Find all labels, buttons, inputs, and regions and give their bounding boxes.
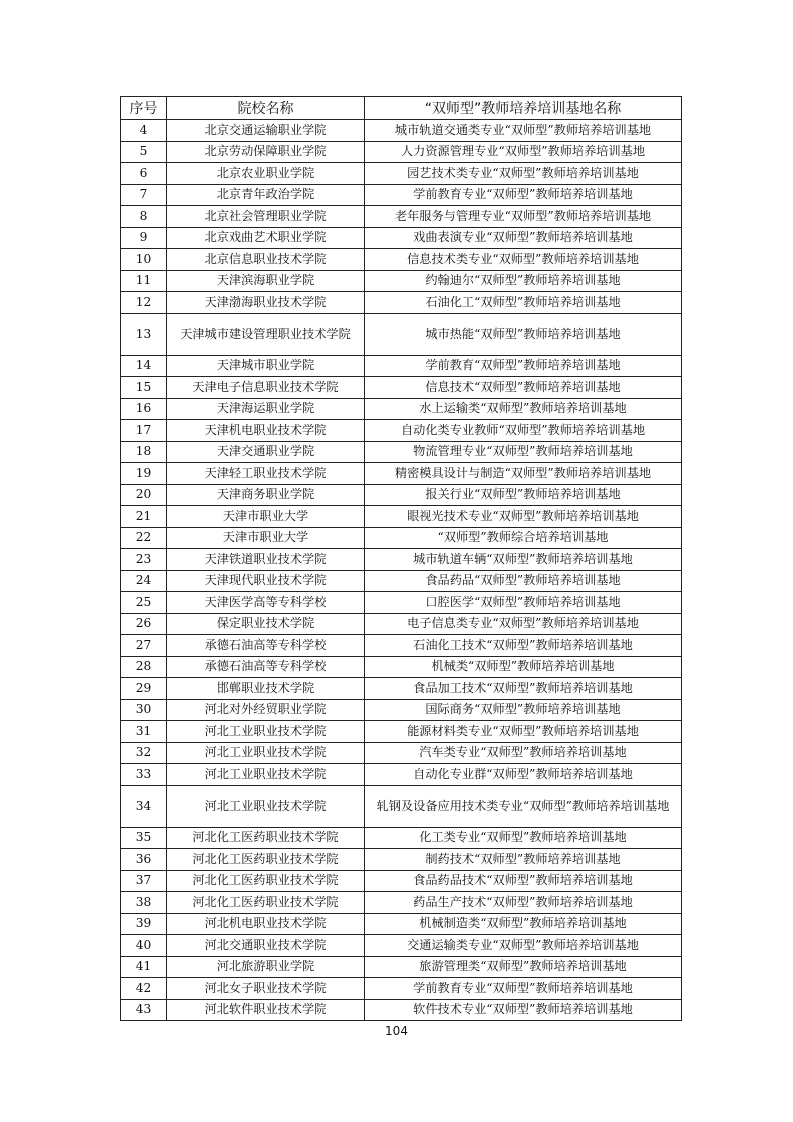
table-row [121, 506, 682, 528]
row-index-cell: 8 [121, 206, 167, 228]
table-row [121, 827, 682, 849]
row-index-cell: 25 [121, 592, 167, 614]
school-name-cell: 河北化工医药职业技术学院 [167, 870, 365, 892]
base-name-cell: 国际商务“双师型”教师培养培训基地 [365, 699, 682, 721]
school-name-cell: 河北工业职业技术学院 [167, 764, 365, 786]
row-index-cell: 4 [121, 120, 167, 142]
school-name-cell: 天津轻工职业技术学院 [167, 463, 365, 485]
row-index-cell: 17 [121, 420, 167, 442]
table-row [121, 270, 682, 292]
row-index-cell: 20 [121, 484, 167, 506]
table-row [121, 764, 682, 786]
base-name-cell: 信息技术类专业“双师型”教师培养培训基地 [365, 249, 682, 271]
row-index-cell: 43 [121, 999, 167, 1021]
row-index-cell: 12 [121, 292, 167, 314]
row-index-cell: 16 [121, 398, 167, 420]
school-name-cell: 北京信息职业技术学院 [167, 249, 365, 271]
base-name-cell: 交通运输类专业“双师型”教师培养培训基地 [365, 935, 682, 957]
table-row [121, 635, 682, 657]
table-row [121, 892, 682, 914]
school-name-cell: 天津市职业大学 [167, 506, 365, 528]
table-row [121, 163, 682, 185]
school-name-cell: 河北交通职业技术学院 [167, 935, 365, 957]
school-name-cell: 河北化工医药职业技术学院 [167, 827, 365, 849]
school-name-cell: 北京交通运输职业学院 [167, 120, 365, 142]
school-name-cell: 天津滨海职业学院 [167, 270, 365, 292]
row-index-cell: 34 [121, 785, 167, 827]
row-index-cell: 38 [121, 892, 167, 914]
school-name-cell: 河北化工医药职业技术学院 [167, 892, 365, 914]
base-name-cell: 信息技术“双师型”教师培养培训基地 [365, 377, 682, 399]
table-row [121, 999, 682, 1021]
school-name-cell: 北京青年政治学院 [167, 184, 365, 206]
table-row [121, 441, 682, 463]
table-body [121, 120, 682, 1021]
base-name-cell: 人力资源管理专业“双师型”教师培养培训基地 [365, 141, 682, 163]
base-name-cell: 精密模具设计与制造“双师型”教师培养培训基地 [365, 463, 682, 485]
table-row [121, 463, 682, 485]
table-row [121, 613, 682, 635]
base-name-cell: 能源材料类专业“双师型”教师培养培训基地 [365, 721, 682, 743]
table-row [121, 377, 682, 399]
header-index: 序号 [121, 97, 167, 120]
base-name-cell: 石油化工技术“双师型”教师培养培训基地 [365, 635, 682, 657]
row-index-cell: 21 [121, 506, 167, 528]
base-name-cell: 机械制造类“双师型”教师培养培训基地 [365, 913, 682, 935]
base-name-cell: 学前教育“双师型”教师培养培训基地 [365, 355, 682, 377]
school-name-cell: 北京社会管理职业学院 [167, 206, 365, 228]
row-index-cell: 10 [121, 249, 167, 271]
row-index-cell: 18 [121, 441, 167, 463]
school-name-cell: 河北工业职业技术学院 [167, 721, 365, 743]
school-name-cell: 天津医学高等专科学校 [167, 592, 365, 614]
row-index-cell: 29 [121, 678, 167, 700]
row-index-cell: 19 [121, 463, 167, 485]
table-row [121, 120, 682, 142]
school-name-cell: 天津机电职业技术学院 [167, 420, 365, 442]
base-name-cell: 学前教育专业“双师型”教师培养培训基地 [365, 978, 682, 1000]
row-index-cell: 31 [121, 721, 167, 743]
table-header-row [121, 97, 682, 120]
base-name-cell: 城市轨道交通类专业“双师型”教师培养培训基地 [365, 120, 682, 142]
table-row [121, 141, 682, 163]
school-name-cell: 天津海运职业学院 [167, 398, 365, 420]
base-name-cell: 报关行业“双师型”教师培养培训基地 [365, 484, 682, 506]
table-row [121, 484, 682, 506]
table-row [121, 913, 682, 935]
school-name-cell: 保定职业技术学院 [167, 613, 365, 635]
school-name-cell: 河北软件职业技术学院 [167, 999, 365, 1021]
table-row [121, 527, 682, 549]
table-row [121, 935, 682, 957]
base-name-cell: 轧钢及设备应用技术类专业“双师型”教师培养培训基地 [365, 785, 682, 827]
row-index-cell: 42 [121, 978, 167, 1000]
table-row [121, 870, 682, 892]
header-base-name: “双师型”教师培养培训基地名称 [365, 97, 682, 120]
table-row [121, 355, 682, 377]
row-index-cell: 36 [121, 849, 167, 871]
base-name-cell: 食品药品技术“双师型”教师培养培训基地 [365, 870, 682, 892]
row-index-cell: 30 [121, 699, 167, 721]
row-index-cell: 5 [121, 141, 167, 163]
row-index-cell: 13 [121, 313, 167, 355]
school-name-cell: 河北工业职业技术学院 [167, 785, 365, 827]
base-name-cell: 化工类专业“双师型”教师培养培训基地 [365, 827, 682, 849]
school-name-cell: 河北对外经贸职业学院 [167, 699, 365, 721]
table-row [121, 656, 682, 678]
school-name-cell: 河北旅游职业学院 [167, 956, 365, 978]
table-row [121, 184, 682, 206]
row-index-cell: 22 [121, 527, 167, 549]
table-row [121, 549, 682, 571]
base-name-cell: 食品加工技术“双师型”教师培养培训基地 [365, 678, 682, 700]
school-name-cell: 天津市职业大学 [167, 527, 365, 549]
school-name-cell: 北京农业职业学院 [167, 163, 365, 185]
school-name-cell: 邯郸职业技术学院 [167, 678, 365, 700]
table-row [121, 742, 682, 764]
school-name-cell: 天津商务职业学院 [167, 484, 365, 506]
base-name-cell: 城市轨道车辆“双师型”教师培养培训基地 [365, 549, 682, 571]
base-name-cell: 学前教育专业“双师型”教师培养培训基地 [365, 184, 682, 206]
base-name-cell: 食品药品“双师型”教师培养培训基地 [365, 570, 682, 592]
row-index-cell: 11 [121, 270, 167, 292]
school-name-cell: 河北工业职业技术学院 [167, 742, 365, 764]
row-index-cell: 35 [121, 827, 167, 849]
table-row [121, 721, 682, 743]
table-row [121, 249, 682, 271]
row-index-cell: 24 [121, 570, 167, 592]
base-name-cell: 石油化工“双师型”教师培养培训基地 [365, 292, 682, 314]
base-name-cell: 约翰迪尔“双师型”教师培养培训基地 [365, 270, 682, 292]
table-row [121, 678, 682, 700]
row-index-cell: 23 [121, 549, 167, 571]
school-name-cell: 北京戏曲艺术职业学院 [167, 227, 365, 249]
base-name-cell: 园艺技术类专业“双师型”教师培养培训基地 [365, 163, 682, 185]
school-name-cell: 天津电子信息职业技术学院 [167, 377, 365, 399]
base-name-cell: “双师型”教师综合培养培训基地 [365, 527, 682, 549]
table-row [121, 313, 682, 355]
table-row [121, 420, 682, 442]
table-row [121, 398, 682, 420]
table-row [121, 206, 682, 228]
school-name-cell: 河北化工医药职业技术学院 [167, 849, 365, 871]
row-index-cell: 37 [121, 870, 167, 892]
school-name-cell: 天津城市建设管理职业技术学院 [167, 313, 365, 355]
document-table [120, 96, 682, 1021]
school-name-cell: 北京劳动保障职业学院 [167, 141, 365, 163]
base-name-cell: 水上运输类“双师型”教师培养培训基地 [365, 398, 682, 420]
base-name-cell: 汽车类专业“双师型”教师培养培训基地 [365, 742, 682, 764]
base-name-cell: 软件技术专业“双师型”教师培养培训基地 [365, 999, 682, 1021]
base-name-cell: 口腔医学“双师型”教师培养培训基地 [365, 592, 682, 614]
row-index-cell: 26 [121, 613, 167, 635]
base-name-cell: 物流管理专业“双师型”教师培养培训基地 [365, 441, 682, 463]
row-index-cell: 9 [121, 227, 167, 249]
base-name-cell: 制药技术“双师型”教师培养培训基地 [365, 849, 682, 871]
base-name-cell: 自动化类专业教师“双师型”教师培养培训基地 [365, 420, 682, 442]
school-name-cell: 承德石油高等专科学校 [167, 635, 365, 657]
row-index-cell: 32 [121, 742, 167, 764]
row-index-cell: 40 [121, 935, 167, 957]
base-name-cell: 眼视光技术专业“双师型”教师培养培训基地 [365, 506, 682, 528]
table-row [121, 956, 682, 978]
table-row [121, 849, 682, 871]
school-name-cell: 河北机电职业技术学院 [167, 913, 365, 935]
school-name-cell: 河北女子职业技术学院 [167, 978, 365, 1000]
base-name-cell: 药品生产技术“双师型”教师培养培训基地 [365, 892, 682, 914]
row-index-cell: 33 [121, 764, 167, 786]
table-row [121, 570, 682, 592]
header-school-name: 院校名称 [167, 97, 365, 120]
page-number: 104 [385, 1024, 408, 1038]
base-name-cell: 城市热能“双师型”教师培养培训基地 [365, 313, 682, 355]
table-row [121, 978, 682, 1000]
row-index-cell: 41 [121, 956, 167, 978]
table-row [121, 592, 682, 614]
base-name-cell: 戏曲表演专业“双师型”教师培养培训基地 [365, 227, 682, 249]
school-name-cell: 天津渤海职业技术学院 [167, 292, 365, 314]
base-name-cell: 老年服务与管理专业“双师型”教师培养培训基地 [365, 206, 682, 228]
row-index-cell: 6 [121, 163, 167, 185]
school-name-cell: 天津交通职业学院 [167, 441, 365, 463]
base-name-cell: 自动化专业群“双师型”教师培养培训基地 [365, 764, 682, 786]
table-row [121, 785, 682, 827]
base-name-cell: 电子信息类专业“双师型”教师培养培训基地 [365, 613, 682, 635]
base-name-cell: 机械类“双师型”教师培养培训基地 [365, 656, 682, 678]
table-row [121, 227, 682, 249]
school-name-cell: 承德石油高等专科学校 [167, 656, 365, 678]
row-index-cell: 14 [121, 355, 167, 377]
row-index-cell: 15 [121, 377, 167, 399]
school-name-cell: 天津铁道职业技术学院 [167, 549, 365, 571]
row-index-cell: 27 [121, 635, 167, 657]
table-row [121, 699, 682, 721]
base-name-cell: 旅游管理类“双师型”教师培养培训基地 [365, 956, 682, 978]
table-row [121, 292, 682, 314]
row-index-cell: 7 [121, 184, 167, 206]
school-name-cell: 天津现代职业技术学院 [167, 570, 365, 592]
row-index-cell: 39 [121, 913, 167, 935]
school-name-cell: 天津城市职业学院 [167, 355, 365, 377]
row-index-cell: 28 [121, 656, 167, 678]
